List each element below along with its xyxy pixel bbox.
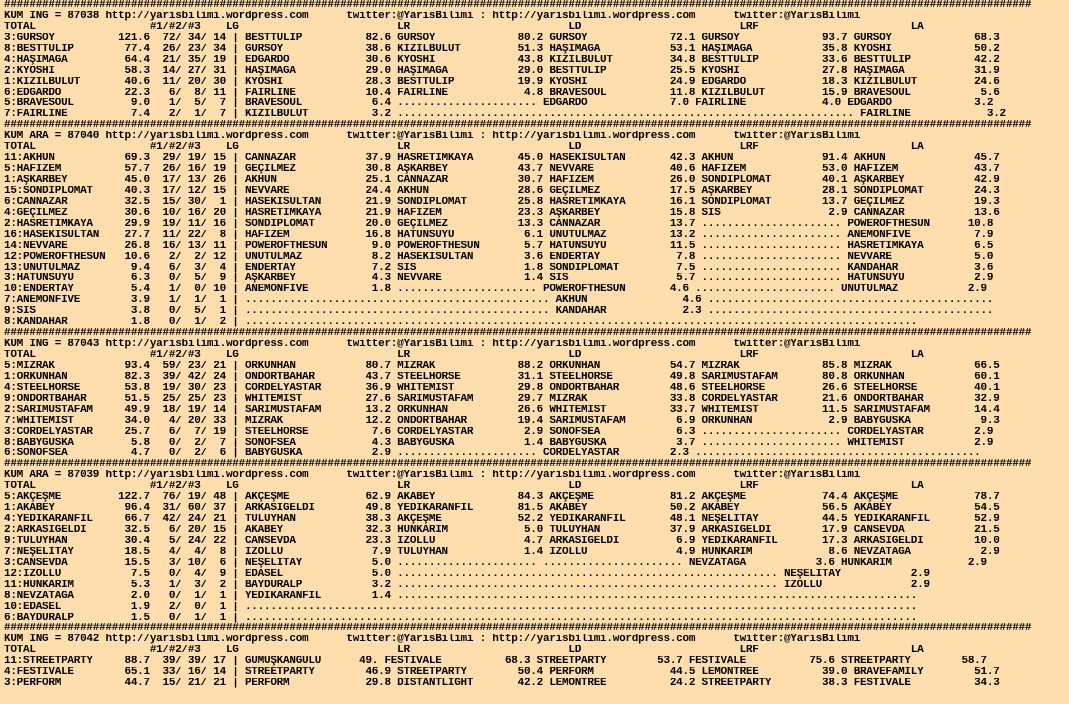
horse-row: 4:YEDİKARANFİL 66.7 42/ 24/ 21 | TULUYHAN 38.3 AKÇEŞME 52.2 YEDİKARANFİL 48.1 NEŞELİTAY 44.5 YEDİKARANFİL 52.9	[4, 514, 1000, 525]
section-separator: ##################################################################################################################################################################	[4, 0, 1032, 11]
column-header: TOTAL #1/#2/#3 LG LR LD LRF LA	[4, 350, 924, 361]
horse-row: 5:MIZRAK 93.4 59/ 23/ 21 | ORKUNHAN 80.7 MIZRAK 88.2 ORKUNHAN 54.7 MIZRAK 85.8 MIZRAK 66.5	[4, 360, 1000, 372]
horse-row: 9:ONDÖRTBAHAR 51.5 25/ 25/ 23 | WHITEMIST 27.6 SARIMUSTAFAM 29.7 MIZRAK 33.8 CORDELYASTAR 21.6 ONDÖRTBAHAR 32.9	[4, 393, 1000, 405]
section-separator: ##################################################################################################################################################################	[4, 328, 1032, 340]
horse-row: 9:TULUYHAN 30.4 5/ 24/ 22 | CANSEVDA 23.3 İZOLLU 4.7 ARKASIGELDİ 6.9 YEDİKARANFİL 17.3 ARKASIGELDİ 10.0	[4, 535, 1000, 547]
column-header: TOTAL #1/#2/#3 LG LR LD LRF LA	[4, 142, 924, 154]
horse-row: 1:AKABEY 96.4 31/ 60/ 37 | ARKASIGELDİ 49.8 YEDİKARANFİL 81.5 AKABEY 50.2 AKABEY 56.5 AKABEY 54.5	[4, 503, 1000, 515]
horse-row: 4:GEÇİLMEZ 30.6 10/ 16/ 20 | HASRETİMKAYA 21.9 HAFİZEM 23.3 AŞKARBEY 15.8 SİS 2.9 CANNAZAR 13.6	[4, 207, 1000, 219]
horse-row: 12:İZOLLU 7.5 0/ 4/ 9 | EDASEL 5.0 ............................................................ NEŞELİTAY 2.9	[4, 568, 930, 580]
race-header: KUM ARA = 87039 http://yarisbilimi.wordpress.com twitter:@YarisBilimi : http://yarisbilimi.wordpress.com twitter:@YarisBilimi	[4, 470, 861, 482]
column-header: TOTAL #1/#2/#3 LG LR LD LRF LA	[4, 645, 924, 657]
horse-row: 2:KYOSHI 58.3 14/ 27/ 31 | HAŞIMAĞA 29.0 HAŞIMAĞA 29.0 BESTTULIP 25.5 KYOSHI 27.8 HAŞIMAĞA 31.9	[4, 65, 1000, 77]
horse-row: 1:KIZILBULUT 40.6 11/ 20/ 30 | KYOSHI 28.3 BESTTULIP 19.9 KYOSHI 24.9 EDGARDO 18.3 KIZILBULUT 24.6	[4, 76, 1000, 88]
horse-row: 6:BAYDURALP 1.5 0/ 1/ 1 | ..........................................................................................................	[4, 612, 918, 624]
race-header: KUM ING = 87038 http://yarisbilimi.wordpress.com twitter:@YarisBilimi : http://yarisbilimi.wordpress.com twitter:@YarisBilimi	[4, 10, 861, 22]
race-header: KUM ING = 87042 http://yarisbilimi.wordpress.com twitter:@YarisBilimi : http://yarisbilimi.wordpress.com twitter:@YarisBilimi	[4, 634, 861, 646]
horse-row: 2:ARKASIGELDİ 32.5 6/ 20/ 15 | AKABEY 32.3 HÜNKARIM 5.0 TULUYHAN 37.9 ARKASIGELDİ 17.9 CANSEVDA 21.5	[4, 525, 1000, 536]
horse-row: 11:AKHUN 69.3 29/ 19/ 15 | CANNAZAR 37.9 HASRETİMKAYA 45.0 HASEKİSULTAN 42.3 AKHUN 91.4 AKHUN 45.7	[4, 153, 1000, 165]
horse-row: 10:ENDERTAY 5.4 1/ 0/ 10 | ANEMONFIVE 1.8 ...................... POWEROFTHESUN 4.6 ...................... UNUTULMAZ 2.9	[4, 284, 987, 296]
race-header: KUM ING = 87043 http://yarisbilimi.wordpress.com twitter:@YarisBilimi : http://yarisbilimi.wordpress.com twitter:@YarisBilimi	[4, 339, 861, 350]
horse-row: 2:SARIMUSTAFAM 49.9 18/ 19/ 14 | SARIMUSTAFAM 13.2 ORKUNHAN 26.6 WHITEMIST 33.7 WHITEMIST 11.5 SARIMUSTAFAM 14.4	[4, 404, 1000, 416]
horse-row: 5:HAFİZEM 57.7 26/ 16/ 19 | GEÇİLMEZ 30.8 AŞKARBEY 43.7 NEVVARE 40.6 HAFİZEM 53.0 HAFİZEM 43.7	[4, 164, 1000, 175]
horse-row: 11:STREETPARTY 88.7 39/ 39/ 17 | GÜMÜŞKANGÜLÜ 49. FESTİVALE 68.3 STREETPARTY 53.7 FESTİVALE 75.6 STREETPARTY 58.7	[4, 656, 987, 668]
horse-row: 7:FAIRLINE 7.4 2/ 1/ 7 | KIZILBULUT 3.2 ........................................................................ FAIRLINE 3.2	[4, 109, 1006, 121]
horse-row: 12:POWEROFTHESUN 10.6 2/ 2/ 12 | UNUTULMAZ 8.2 HASEKİSULTAN 3.6 ENDERTAY 7.8 ...................... NEVVARE 5.0	[4, 251, 994, 263]
horse-row: 16:HASEKİSULTAN 27.7 11/ 22/ 8 | HAFİZEM 16.8 HATUNSUYU 6.1 UNUTULMAZ 13.2 ...................... ANEMONFIVE 7.9	[4, 229, 994, 241]
horse-row: 6:SONOFSEA 4.7 0/ 2/ 6 | BABYGUSKA 2.9 ...................... CORDELYASTAR 2.3 .............................................	[4, 448, 981, 460]
horse-row: 8:BESTTULIP 77.4 26/ 23/ 34 | GÜRSOY 38.6 KIZILBULUT 51.3 HAŞIMAĞA 53.1 HAŞIMAĞA 35.8 KYOSHI 50.2	[4, 43, 1000, 55]
race-header: KUM ARA = 87040 http://yarisbilimi.wordpress.com twitter:@YarisBilimi : http://yarisbilimi.wordpress.com twitter:@YarisBilimi	[4, 131, 861, 143]
horse-row: 4:HAŞIMAĞA 64.4 21/ 35/ 19 | EDGARDO 30.6 KYOSHI 43.8 KIZILBULUT 34.8 BESTTULIP 33.6 BESTTULIP 42.2	[4, 54, 1000, 66]
horse-row: 1:AŞKARBEY 45.0 17/ 13/ 26 | AKHUN 25.1 CANNAZAR 30.7 HAFİZEM 26.0 SONDİPLOMAT 40.1 AŞKARBEY 42.9	[4, 175, 1000, 186]
horse-row: 4:STEELHORSE 53.8 19/ 30/ 23 | CORDELYASTAR 36.9 WHITEMIST 29.8 ONDÖRTBAHAR 48.6 STEELHORSE 26.6 STEELHORSE 40.1	[4, 382, 1000, 394]
horse-row: 3:PERFORM 44.7 15/ 21/ 21 | PERFORM 29.8 DISTANTLIGHT 42.2 LEMONTREE 24.2 STREETPARTY 38.3 FESTİVALE 34.3	[4, 678, 1000, 690]
horse-row: 3:CANSEVDA 15.5 3/ 10/ 6 | NEŞELİTAY 5.0 ...................... ...................... NEVZATAĞA 3.6 HÜNKARIM 2.9	[4, 557, 987, 569]
horse-row: 3:GÜRSOY 121.6 72/ 34/ 14 | BESTTULIP 82.6 GÜRSOY 80.2 GÜRSOY 72.1 GÜRSOY 93.7 GÜRSOY 68.3	[4, 32, 1000, 44]
section-separator: ##################################################################################################################################################################	[4, 459, 1032, 471]
section-separator: ##################################################################################################################################################################	[4, 623, 1032, 635]
horse-row: 6:EDGARDO 22.3 6/ 8/ 11 | FAIRLINE 10.4 FAIRLINE 4.8 BRAVESOUL 11.8 KIZILBULUT 15.9 BRAVESOUL 5.6	[4, 87, 1000, 99]
horse-row: 13:UNUTULMAZ 9.4 6/ 3/ 4 | ENDERTAY 7.2 SİS 1.8 SONDİPLOMAT 7.5 ...................... KANDAHAR 3.6	[4, 262, 994, 274]
horse-row: 5:AKÇEŞME 122.7 76/ 19/ 48 | AKÇEŞME 62.9 AKABEY 84.3 AKÇEŞME 81.2 AKÇEŞME 74.4 AKÇEŞME 78.7	[4, 492, 1000, 504]
horse-row: 11:HÜNKARIM 5.3 1/ 3/ 2 | BAYDURALP 3.2 ............................................................ İZOLLU 2.9	[4, 579, 930, 591]
horse-row: 7:WHITEMIST 34.0 4/ 20/ 33 | MIZRAK 12.2 ONDÖRTBAHAR 19.4 SARIMUSTAFAM 6.9 ORKUNHAN 2.9 BABYGUSKA 9.3	[4, 415, 1000, 427]
horse-row: 7:ANEMONFIVE 3.9 1/ 1/ 1 | ................................................ AKHUN 4.6 .............................................	[4, 295, 994, 307]
horse-row: 8:NEVZATAĞA 2.0 0/ 1/ 1 | YEDİKARANFİL 1.4 ..................................................................................	[4, 590, 918, 602]
horse-row: 4:FESTİVALE 65.1 33/ 16/ 14 | STREETPARTY 46.9 STREETPARTY 50.4 PERFORM 44.5 LEMONTREE 39.0 BRAVEFAMILY 51.7	[4, 667, 1000, 679]
horse-row: 9:SİS 3.8 0/ 5/ 1 | ................................................ KANDAHAR 2.3 .............................................	[4, 306, 994, 318]
horse-row: 6:CANNAZAR 32.5 15/ 30/ 1 | HASEKİSULTAN 21.9 SONDİPLOMAT 25.8 HASRETİMKAYA 16.1 SONDİPLOMAT 13.7 GEÇİLMEZ 19.3	[4, 196, 1000, 208]
horse-row: 15:SONDİPLOMAT 40.3 17/ 12/ 15 | NEVVARE 24.4 AKHUN 28.6 GEÇİLMEZ 17.5 AŞKARBEY 28.1 SONDİPLOMAT 24.3	[4, 185, 1000, 197]
horse-row: 8:KANDAHAR 1.8 0/ 1/ 2 | ..........................................................................................................	[4, 317, 918, 329]
horse-row: 8:BABYGUSKA 5.8 0/ 2/ 7 | SONOFSEA 4.3 BABYGUSKA 1.4 BABYGUSKA 3.7 ...................... WHITEMIST 2.9	[4, 437, 994, 449]
horse-row: 7:NEŞELİTAY 18.5 4/ 4/ 8 | İZOLLU 7.9 TULUYHAN 1.4 İZOLLU 4.9 HÜNKARIM 8.6 NEVZATAĞA 2.9	[4, 546, 1000, 558]
column-header: TOTAL #1/#2/#3 LG LR LD LRF LA	[4, 21, 924, 33]
horse-row: 1:ORKUNHAN 82.3 39/ 42/ 24 | ONDÖRTBAHAR 43.7 STEELHORSE 31.1 STEELHORSE 49.8 SARIMUSTAFAM 80.8 ORKUNHAN 60.1	[4, 371, 1000, 383]
column-header: TOTAL #1/#2/#3 LG LR LD LRF LA	[4, 481, 924, 493]
horse-row: 5:BRAVESOUL 9.0 1/ 5/ 7 | BRAVESOUL 6.4 ...................... EDGARDO 7.0 FAIRLINE 4.0 EDGARDO 3.2	[4, 98, 994, 110]
horse-row: 3:CORDELYASTAR 25.7 6/ 7/ 19 | STEELHORSE 7.6 CORDELYASTAR 2.9 SONOFSEA 6.3 ...................... CORDELYASTAR 2.9	[4, 426, 994, 438]
horse-row: 10:EDASEL 1.9 2/ 0/ 1 | ..........................................................................................................	[4, 601, 918, 613]
horse-row: 2:HASRETİMKAYA 29.9 19/ 11/ 16 | SONDİPLOMAT 20.0 GEÇİLMEZ 13.3 CANNAZAR 13.7 ...................... POWEROFTHESUN 10.8	[4, 218, 994, 230]
section-separator: ##################################################################################################################################################################	[4, 120, 1032, 132]
horse-row: 3:HATUNSUYU 6.3 0/ 5/ 9 | AŞKARBEY 4.3 NEVVARE 1.4 SİS 5.7 ...................... HATUNSUYU 2.9	[4, 273, 994, 285]
horse-row: 14:NEVVARE 26.8 16/ 13/ 11 | POWEROFTHESUN 9.0 POWEROFTHESUN 5.7 HATUNSUYU 11.5 ...................... HASRETİMKAYA 6.5	[4, 240, 994, 252]
